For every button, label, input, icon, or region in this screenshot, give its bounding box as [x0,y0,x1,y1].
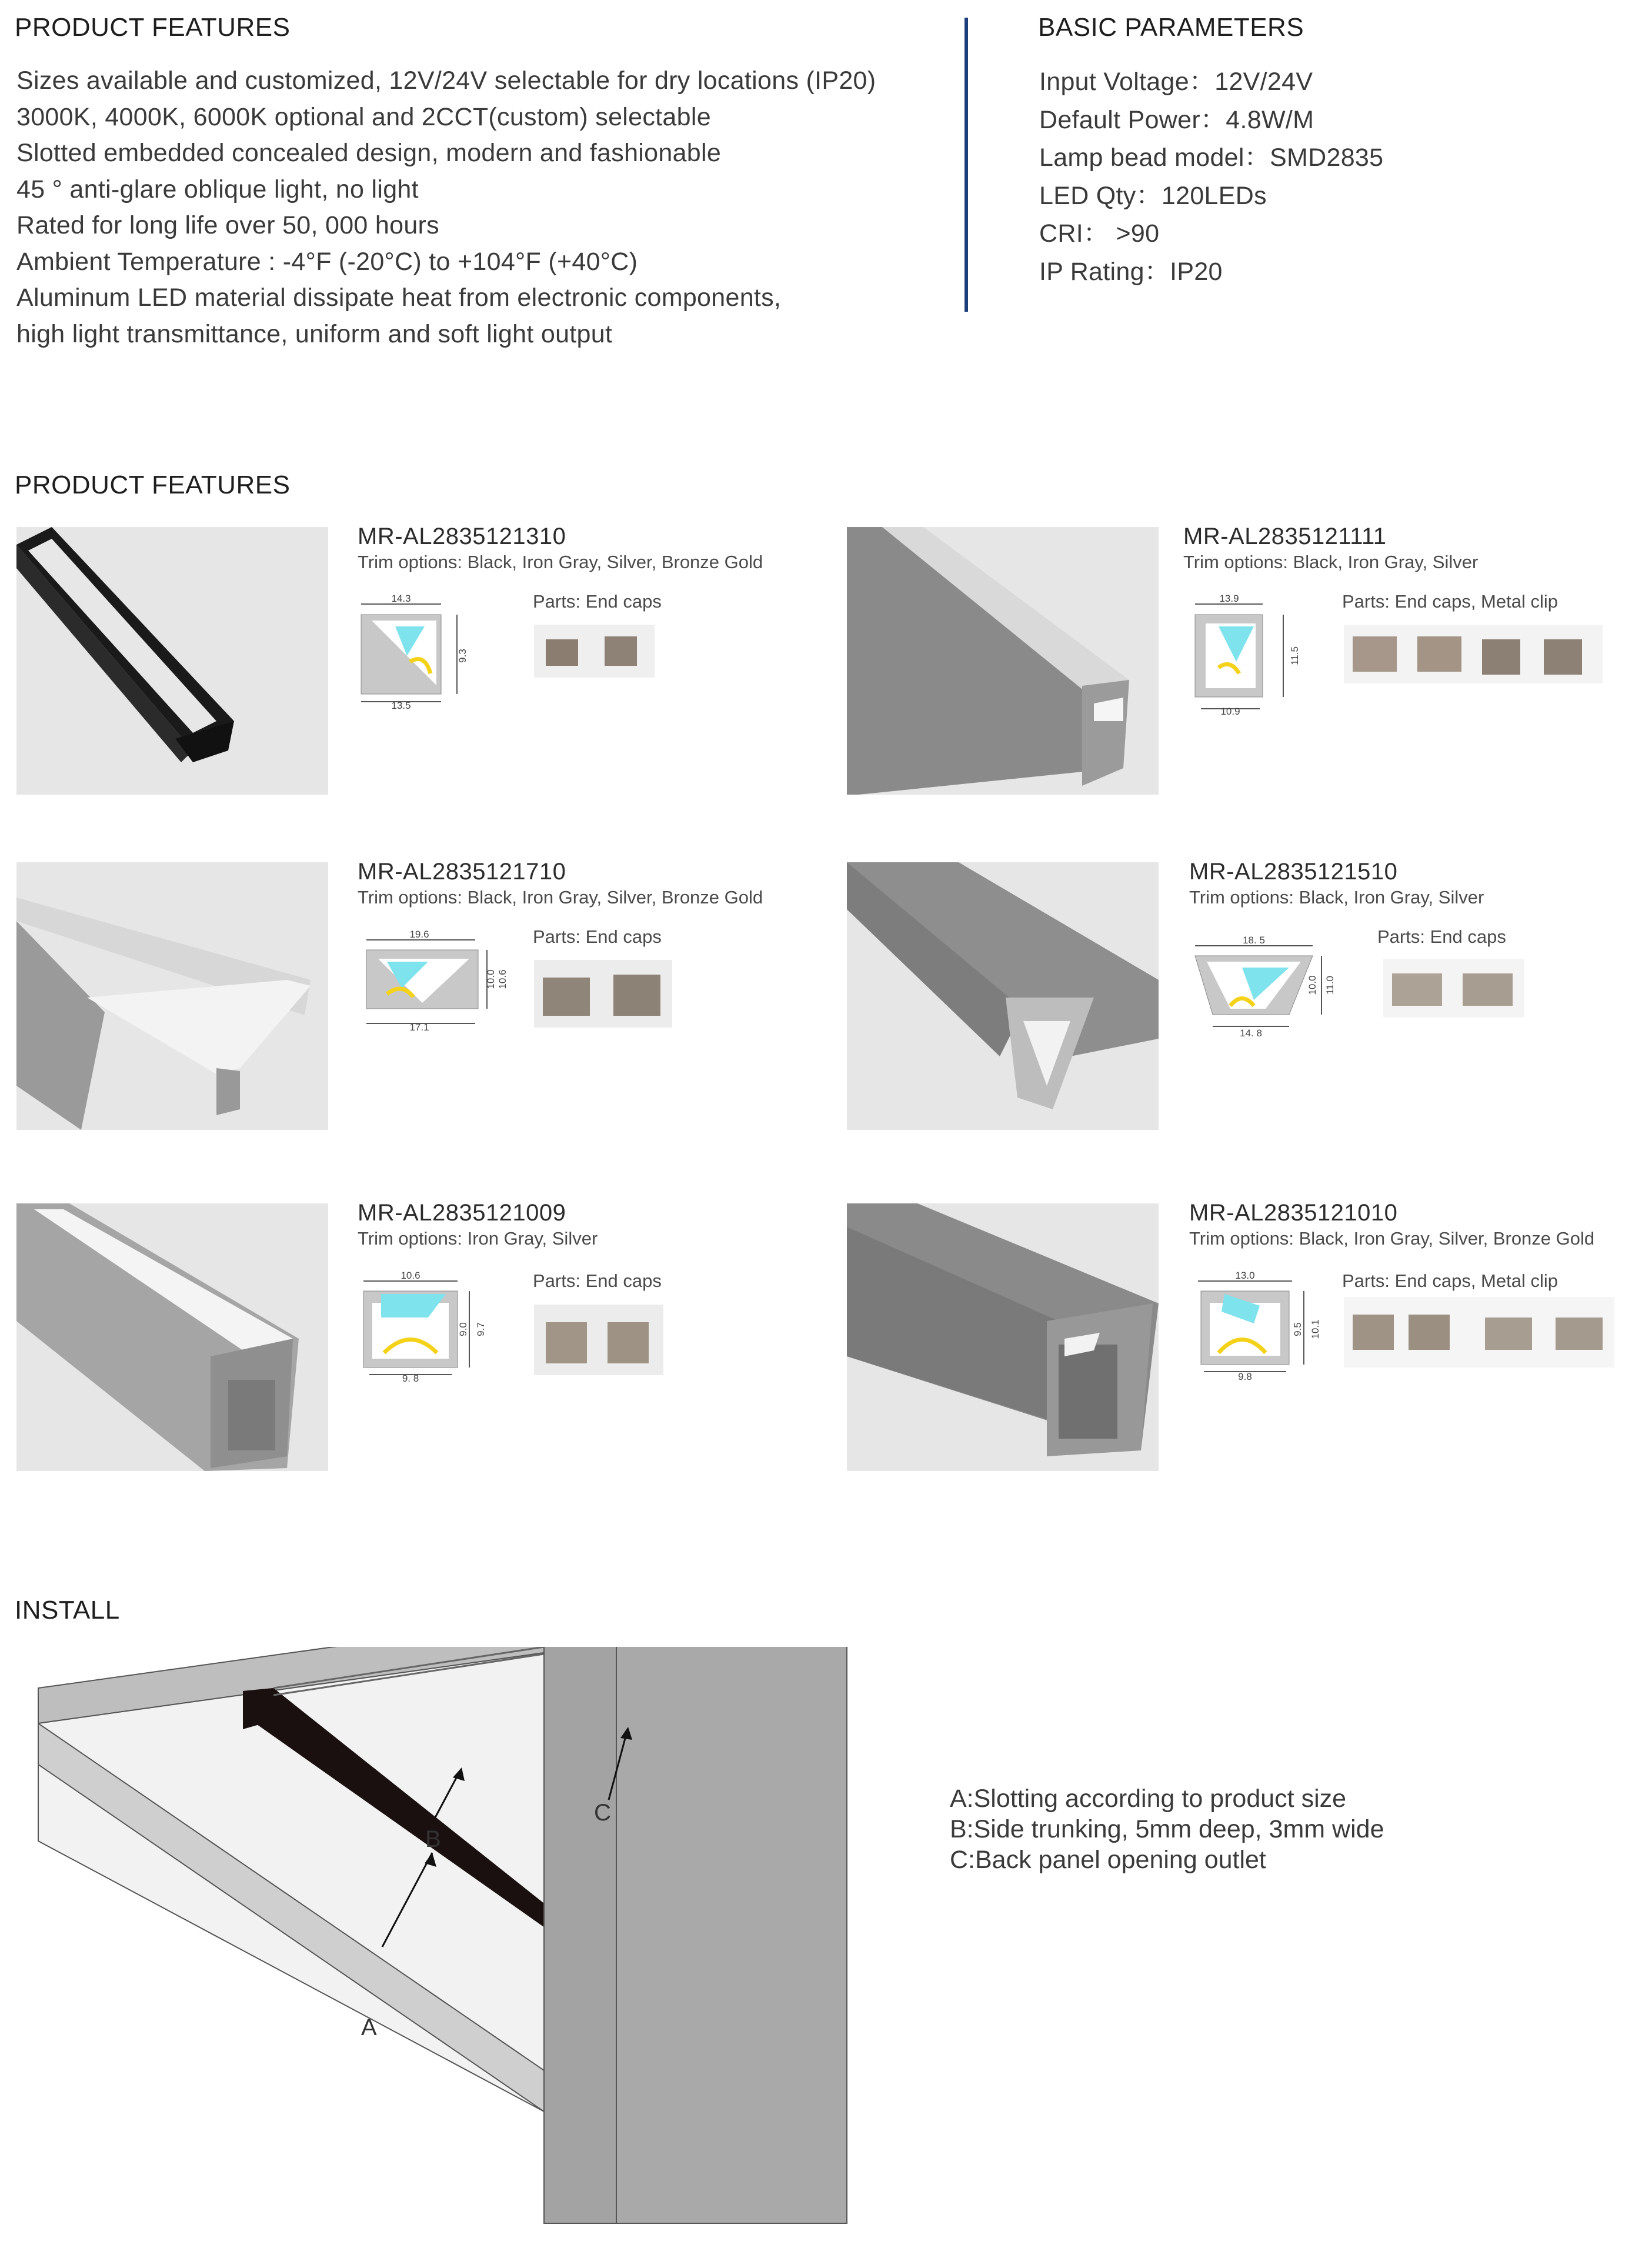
product-photo [847,527,1159,795]
end-cap-photo [1344,625,1603,683]
product-parts: Parts: End caps [1377,926,1506,947]
end-cap-photo [1383,959,1524,1018]
product-model: MR-AL2835121710 [358,859,566,885]
feature-line: high light transmittance, uniform and soft light output [16,319,613,348]
legend-line: B:Side trunking, 5mm deep, 3mm wide [950,1815,1384,1843]
product-profile-drawing [1189,1270,1330,1385]
dim-label: 13.5 [391,700,411,709]
label-c: C [594,1800,611,1826]
feature-line: Ambient Temperature : -4°F (-20°C) to +104°F (+40°C) [16,247,638,276]
dim-label: 13.0 [1235,1270,1255,1281]
product-photo [16,527,328,795]
install-diagram [0,1647,882,2238]
dim-label: 9.3 [457,649,468,663]
product-model: MR-AL2835121510 [1189,859,1398,885]
dim-label: 10.9 [1220,706,1240,715]
dim-label: 14.3 [391,593,411,604]
dim-label: 10.6 [497,969,508,989]
parameter-line: CRI： >90 [1039,219,1160,248]
feature-line: Sizes available and customized, 12V/24V selectable for dry locations (IP20) [16,66,876,95]
product-model: MR-AL2835121010 [1189,1200,1398,1226]
end-cap-photo [1344,1297,1614,1368]
end-cap-photo [534,960,672,1028]
end-cap-photo [534,1305,663,1375]
product-trim: Trim options: Black, Iron Gray, Silver [1183,552,1479,572]
product-photo [16,1203,328,1471]
dim-label: 10.1 [1310,1319,1321,1339]
install-title: INSTALL [15,1596,120,1625]
parameter-line: LED Qty：120LEDs [1039,181,1267,210]
product-trim: Trim options: Black, Iron Gray, Silver, Bronze Gold [358,552,763,572]
dim-label: 17.1 [409,1022,429,1033]
parameters-list [1039,63,1383,291]
dim-label: 10.0 [485,969,496,989]
product-trim: Trim options: Iron Gray, Silver [358,1228,598,1249]
feature-line: 45 ° anti-glare oblique light, no light [16,175,419,204]
product-model: MR-AL2835121310 [358,523,566,549]
parameter-line: Lamp bead model：SMD2835 [1039,144,1384,172]
dim-label: 9.7 [475,1322,486,1336]
dim-label: 9.8 [1238,1371,1252,1382]
product-trim: Trim options: Black, Iron Gray, Silver [1189,887,1484,908]
product-photo [16,862,328,1130]
features-title: PRODUCT FEATURES [15,13,291,42]
product-parts: Parts: End caps [533,1270,662,1291]
product-profile-drawing [358,929,510,1038]
dim-label: 9. 8 [402,1373,419,1382]
dim-label: 18. 5 [1243,935,1265,946]
product-profile-drawing [1183,591,1324,718]
dim-label: 19.6 [409,929,429,940]
product-parts: Parts: End caps [533,591,662,612]
product-parts: Parts: End caps, Metal clip [1342,591,1558,612]
product-profile-drawing [354,591,507,712]
dim-label: 14. 8 [1240,1028,1262,1039]
product-model: MR-AL2835121111 [1183,523,1387,549]
dim-label: 13.9 [1219,593,1239,604]
legend-line: C:Back panel opening outlet [950,1846,1266,1874]
install-legend [950,1783,1384,1875]
feature-line: 3000K, 4000K, 6000K optional and 2CCT(custom) selectable [16,102,711,131]
parameters-title: BASIC PARAMETERS [1038,13,1304,42]
dim-label: 11.5 [1289,646,1300,665]
end-cap-photo [534,625,655,678]
dim-label: 11.0 [1324,976,1336,995]
product-trim: Trim options: Black, Iron Gray, Silver, Bronze Gold [358,887,763,908]
product-model: MR-AL2835121009 [358,1200,566,1226]
product-trim: Trim options: Black, Iron Gray, Silver, Bronze Gold [1189,1228,1595,1249]
product-parts: Parts: End caps, Metal clip [1342,1270,1558,1291]
dim-label: 10.6 [401,1270,420,1281]
parameter-line: Input Voltage：12V/24V [1039,68,1313,96]
products-title: PRODUCT FEATURES [15,471,291,499]
product-parts: Parts: End caps [533,926,662,947]
label-b: B [425,1826,441,1852]
feature-line: Aluminum LED material dissipate heat from electronic components, [16,283,782,312]
product-photo [847,862,1159,1130]
parameter-line: IP Rating：IP20 [1039,257,1223,286]
product-photo [847,1203,1159,1471]
feature-line: Slotted embedded concealed design, modern and fashionable [16,139,722,167]
dim-label: 9.5 [1292,1322,1303,1336]
product-profile-drawing [358,1270,493,1385]
parameter-line: Default Power：4.8W/M [1039,105,1314,134]
legend-line: A:Slotting according to product size [950,1785,1347,1813]
label-a: A [361,2014,377,2040]
features-list [16,63,876,352]
dim-label: 9.0 [458,1322,469,1336]
product-profile-drawing [1189,935,1336,1044]
section-divider [964,18,968,312]
feature-line: Rated for long life over 50, 000 hours [16,211,439,239]
dim-label: 10.0 [1307,975,1318,995]
